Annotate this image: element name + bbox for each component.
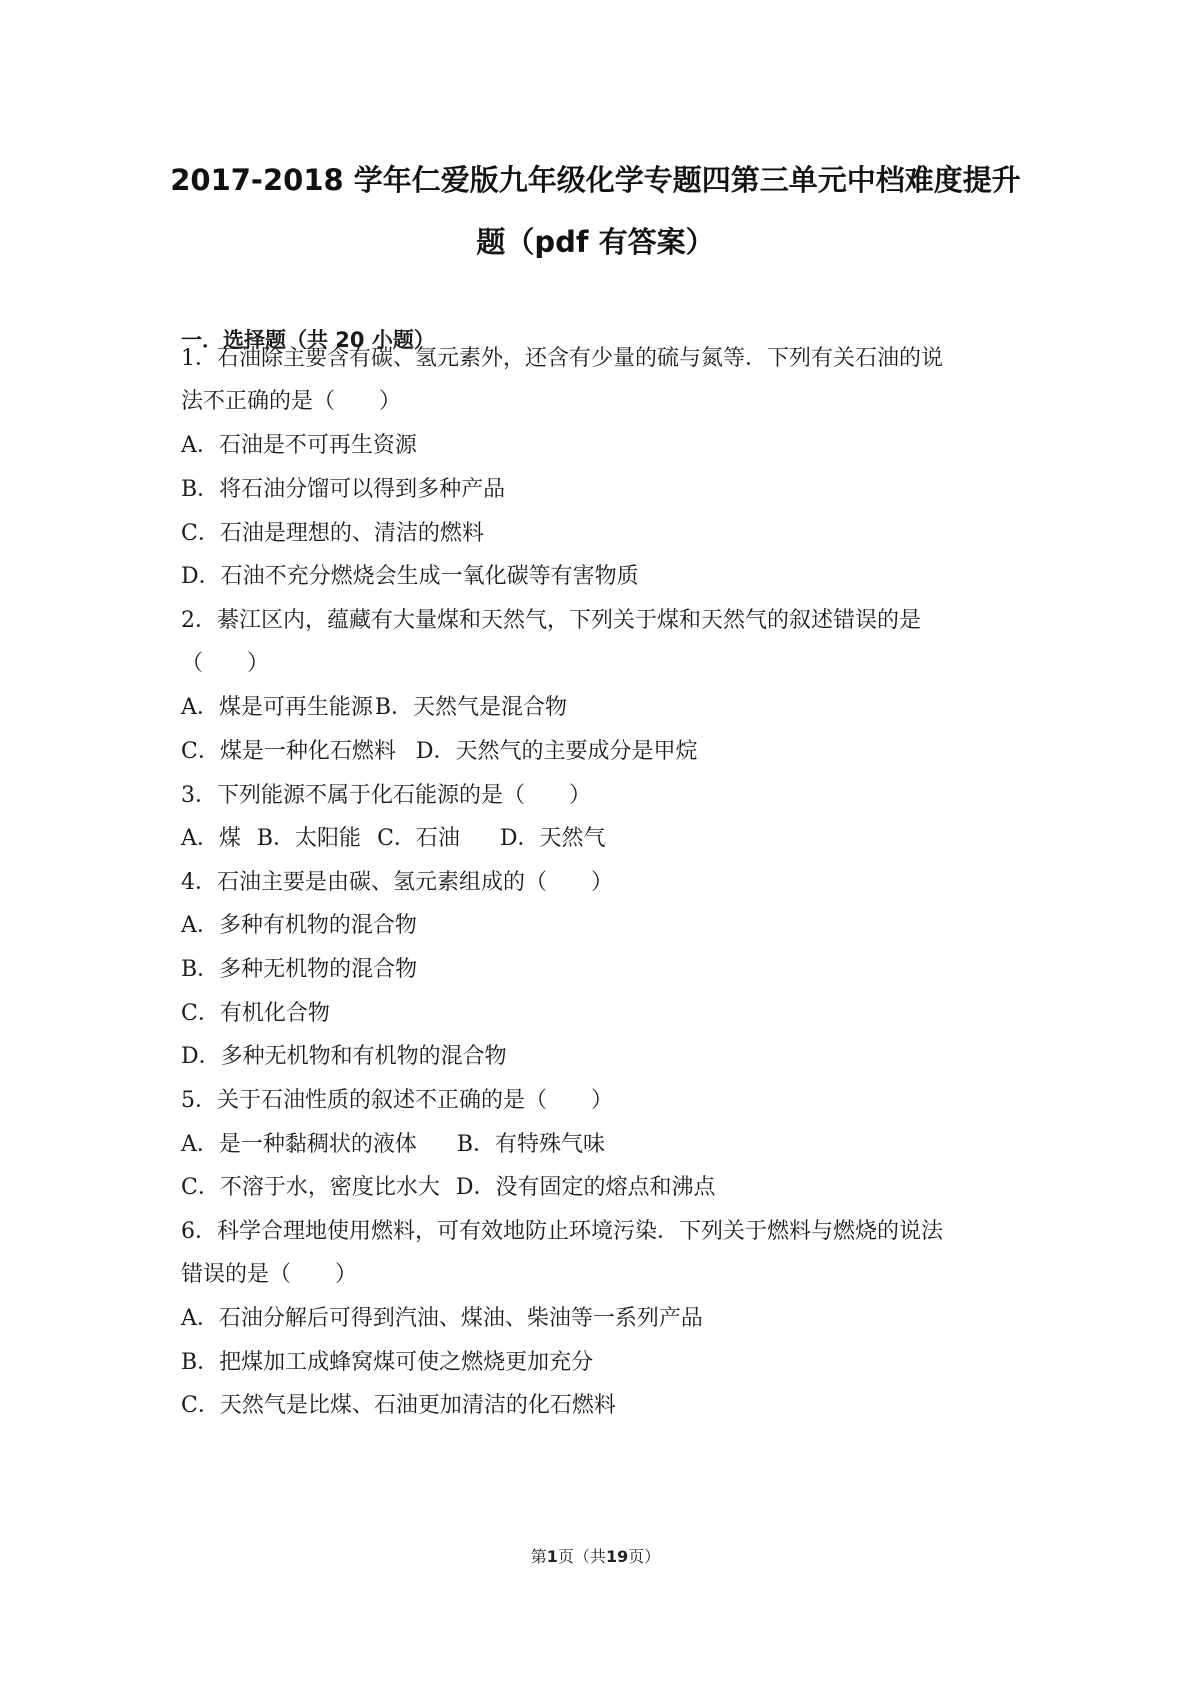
footer-total-pages: 19 [605, 1547, 629, 1566]
question-1-option-d: D．石油不充分燃烧会生成一氧化碳等有害物质 [181, 564, 639, 589]
question-2-stem-line2: （ ） [181, 651, 270, 676]
question-3-options-row [181, 824, 606, 854]
footer-prefix: 第 [530, 1547, 547, 1566]
question-6-option-a: A．石油分解后可得到汽油、煤油、柴油等一系列产品 [181, 1306, 703, 1331]
question-5-option-c: C．不溶于水，密度比水大 [181, 1175, 440, 1200]
question-2-option-a: A．煤是可再生能源 [181, 695, 373, 720]
question-1-option-c: C．石油是理想的、清洁的燃料 [181, 521, 484, 546]
question-6-option-c: C．天然气是比煤、石油更加清洁的化石燃料 [181, 1393, 616, 1418]
question-1-option-b: B．将石油分馏可以得到多种产品 [181, 477, 506, 502]
question-5-options-row2 [181, 1173, 715, 1203]
question-3-option-c: C．石油 [377, 826, 460, 851]
question-6-stem-line1: 6．科学合理地使用燃料，可有效地防止环境污染．下列关于燃料与燃烧的说法 [181, 1219, 943, 1244]
question-2-options-row2 [181, 737, 697, 767]
question-4-stem: 4．石油主要是由碳、氢元素组成的（ ） [181, 870, 613, 895]
question-5-options-row1 [181, 1130, 605, 1160]
question-1-stem-line2: 法不正确的是（ ） [181, 389, 402, 414]
question-5-option-d: D．没有固定的熔点和沸点 [455, 1175, 716, 1200]
question-3-option-a: A．煤 [181, 826, 241, 851]
question-5-option-b: B．有特殊气味 [456, 1132, 606, 1157]
question-2-option-c: C．煤是一种化石燃料 [181, 739, 396, 764]
section-heading: 一．选择题（共 20 小题） [181, 328, 435, 352]
question-2-stem-line1: 2．綦江区内，蕴藏有大量煤和天然气，下列关于煤和天然气的叙述错误的是 [181, 608, 921, 633]
question-5-stem: 5．关于石油性质的叙述不正确的是（ ） [181, 1088, 613, 1113]
question-1-stem-line1: 1．石油除主要含有碳、氢元素外，还含有少量的硫与氮等．下列有关石油的说 [181, 346, 943, 371]
question-6-stem-line2: 错误的是（ ） [181, 1262, 358, 1287]
footer-middle: 页（共 [557, 1547, 606, 1566]
question-4-option-c: C．有机化合物 [181, 1001, 330, 1026]
question-5-option-a: A．是一种黏稠状的液体 [181, 1132, 417, 1157]
question-2-option-d: D．天然气的主要成分是甲烷 [415, 739, 698, 764]
footer-page-number: 1 [546, 1547, 558, 1566]
document-title-line2: 题（pdf 有答案） [476, 225, 715, 259]
question-6-option-b: B．把煤加工成蜂窝煤可使之燃烧更加充分 [181, 1350, 594, 1375]
question-2-option-b: B．天然气是混合物 [374, 695, 568, 720]
question-3-option-d: D．天然气 [499, 826, 606, 851]
page-footer [0, 1544, 1191, 1567]
question-3-stem: 3．下列能源不属于化石能源的是（ ） [181, 783, 591, 808]
footer-suffix: 页） [628, 1547, 661, 1566]
question-4-option-a: A．多种有机物的混合物 [181, 913, 417, 938]
question-1-option-a: A．石油是不可再生资源 [181, 433, 417, 458]
question-3-option-b: B．太阳能 [256, 826, 362, 851]
question-4-option-d: D．多种无机物和有机物的混合物 [181, 1044, 507, 1069]
document-title-line1: 2017-2018 学年仁爱版九年级化学专题四第三单元中档难度提升 [170, 163, 1021, 197]
question-4-option-b: B．多种无机物的混合物 [181, 957, 418, 982]
question-2-options-row1 [181, 693, 567, 723]
